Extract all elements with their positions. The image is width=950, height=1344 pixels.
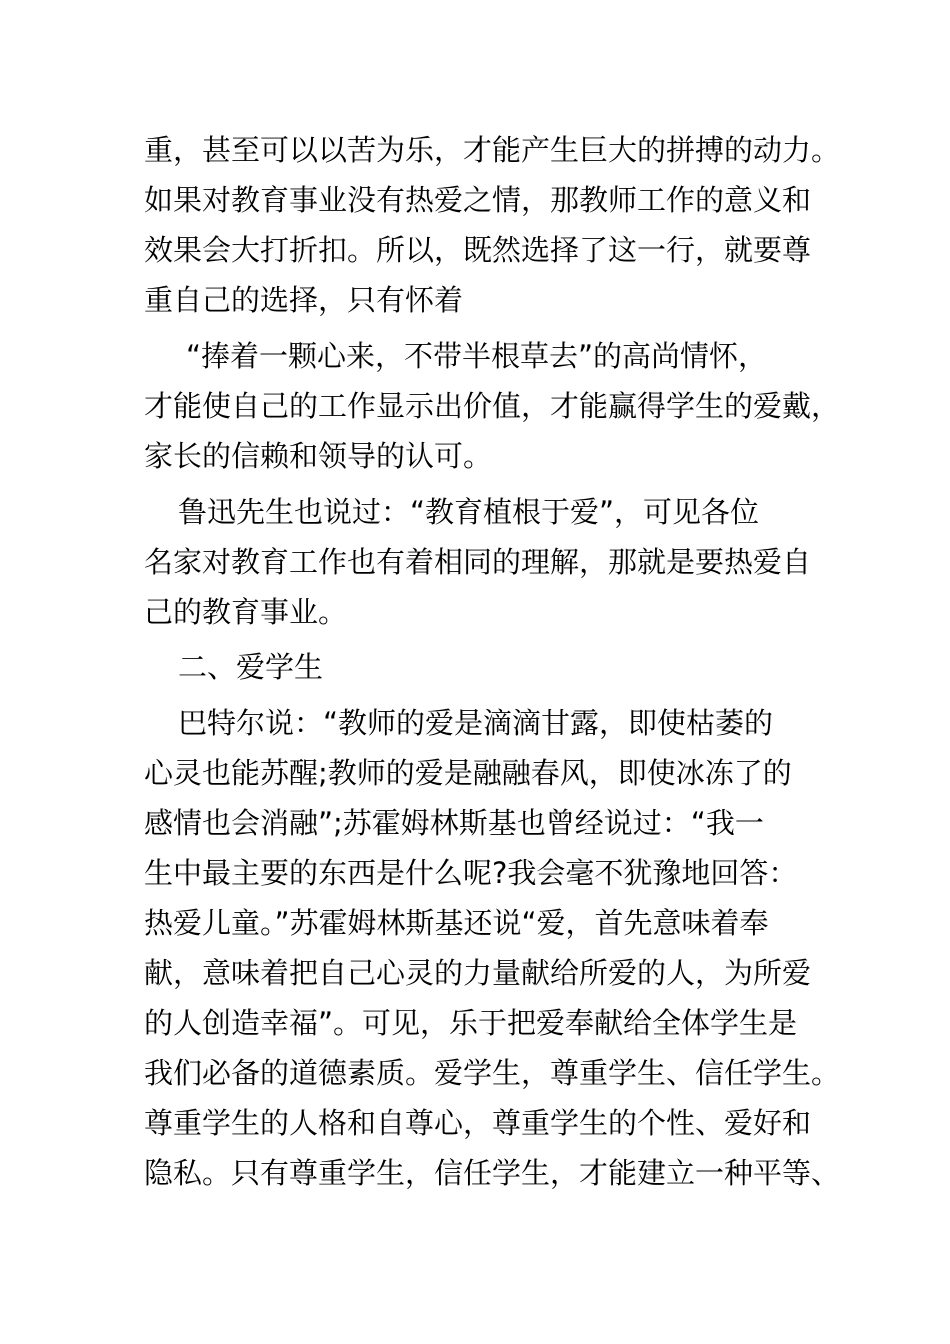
text-line: 如果对教育事业没有热爱之情，那教师工作的意义和 [144, 183, 812, 217]
text-line: 献，意味着把自己心灵的力量献给所爱的人，为所爱 [144, 956, 812, 990]
text-line: 己的教育事业。 [144, 595, 348, 629]
text-line: 的人创造幸福”。可见，乐于把爱奉献给全体学生是 [144, 1006, 798, 1040]
text-line: 名家对教育工作也有着相同的理解，那就是要热爱自 [144, 545, 812, 579]
text-line: 生中最主要的东西是什么呢?我会毫不犹豫地回答： [144, 856, 798, 890]
text-line: 心灵也能苏醒;教师的爱是融融春风，即使冰冻了的 [144, 756, 792, 790]
text-line: 效果会大打折扣。所以，既然选择了这一行，就要尊 [144, 233, 812, 267]
text-line: 我们必备的道德素质。爱学生，尊重学生、信任学生。 [144, 1056, 841, 1090]
text-line: “捧着一颗心来，不带半根草去”的高尚情怀， [186, 339, 768, 373]
text-line: 尊重学生的人格和自尊心，尊重学生的个性、爱好和 [144, 1106, 812, 1140]
text-line: 感情也会消融”;苏霍姆林斯基也曾经说过：“我一 [144, 806, 764, 840]
text-line: 重自己的选择，只有怀着 [144, 283, 464, 317]
text-line: 热爱儿童。”苏霍姆林斯基还说“爱，首先意味着奉 [144, 906, 769, 940]
text-line: 巴特尔说：“教师的爱是滴滴甘露，即使枯萎的 [178, 706, 774, 740]
text-line: 隐私。只有尊重学生，信任学生，才能建立一种平等、 [144, 1156, 841, 1190]
text-line: 重，甚至可以以苦为乐，才能产生巨大的拼搏的动力。 [144, 133, 841, 167]
text-line: 家长的信赖和领导的认可。 [144, 439, 493, 473]
text-line: 才能使自己的工作显示出价值，才能赢得学生的爱戴， [144, 389, 841, 423]
section-heading: 二、爱学生 [178, 650, 324, 684]
text-line: 鲁迅先生也说过：“教育植根于爱”，可见各位 [178, 495, 760, 529]
